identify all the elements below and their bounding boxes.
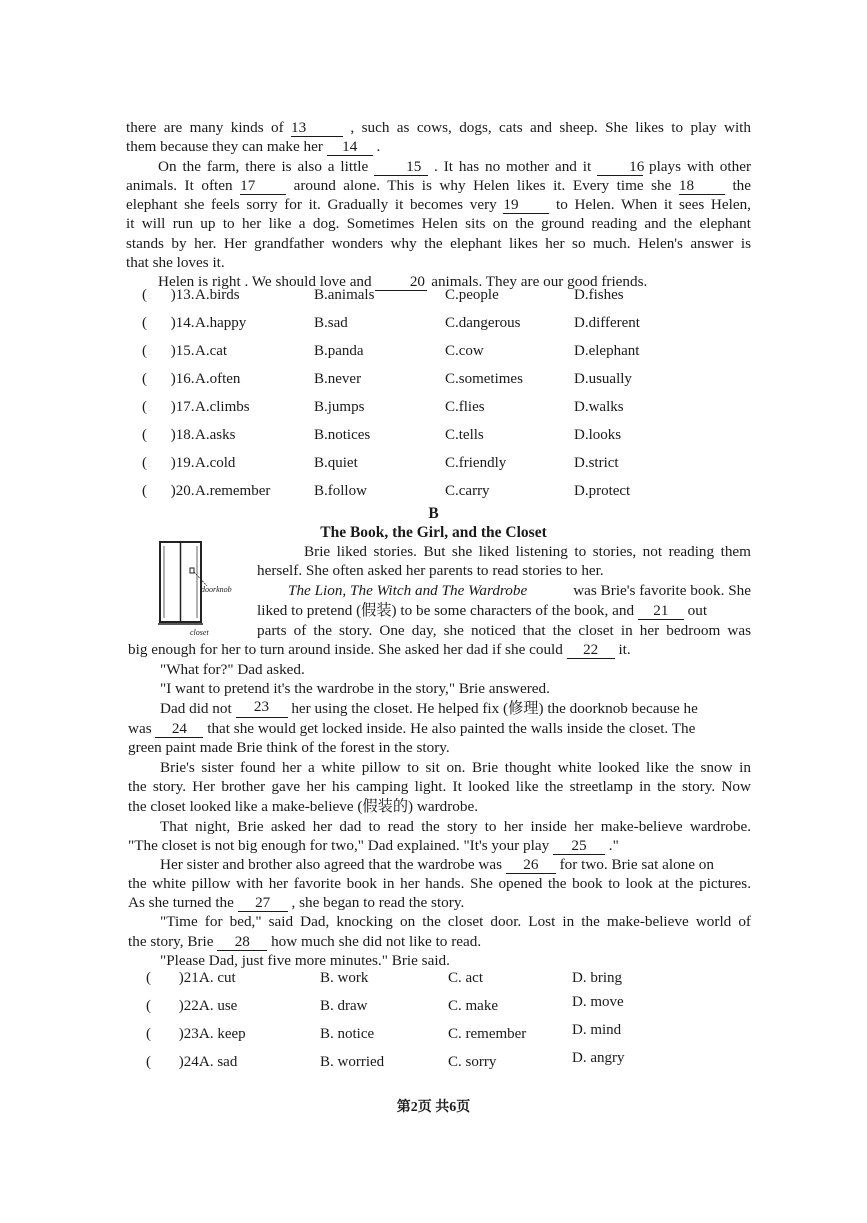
option-c[interactable]: C.tells <box>445 427 484 443</box>
passage-line <box>128 719 695 738</box>
passage-line <box>288 581 751 600</box>
option-c[interactable]: C.friendly <box>445 455 507 471</box>
question-number: ( )23. <box>146 1026 203 1042</box>
passage-text: how much she did not like to read. <box>267 933 482 950</box>
passage-line: them because they can make her 14 . <box>126 138 381 156</box>
passage-line: herself. She often asked her parents to read stories to her. <box>257 562 604 579</box>
option-a[interactable]: A. sad <box>199 1054 238 1070</box>
passage-line: parts of the story. One day, she noticed that the closet in her bedroom was <box>257 622 751 639</box>
option-a[interactable]: A.happy <box>195 315 247 331</box>
option-c[interactable]: C.cow <box>445 343 484 359</box>
option-c[interactable]: C.sometimes <box>445 371 523 387</box>
option-c[interactable]: C.carry <box>445 483 490 499</box>
blank-13: 13 <box>291 120 343 137</box>
doorknob-label: doorknob <box>201 585 232 594</box>
page-footer: 第2页 共6页 <box>396 1100 471 1115</box>
section-letter: B <box>428 505 439 522</box>
option-b[interactable]: B.animals <box>314 287 375 303</box>
passage-a <box>126 118 751 292</box>
passage-line: there are many kinds of 13 , such as cows, dogs, cats and sheep. She likes to play with <box>126 119 751 136</box>
option-d[interactable]: D.usually <box>574 371 632 387</box>
blank-20: 20 <box>375 274 427 291</box>
passage-line <box>257 601 707 620</box>
passage-line: animals. It often 17 around alone. This is why Helen likes it. Every time she 18 the <box>126 176 751 194</box>
blank-14: 14 <box>327 139 373 156</box>
passage-text: her using the closet. He helped fix (修理) the doorknob because he <box>287 700 698 717</box>
passage-text: big enough for her to turn around inside. She asked her dad if she could <box>128 641 567 658</box>
blank-23: 23 <box>236 699 288 718</box>
passage-line: it will run up to her like a dog. Sometimes Helen sits on the ground reading and the elephant <box>126 215 751 233</box>
option-b[interactable]: B.sad <box>314 315 348 331</box>
question-number: ( )18. <box>142 427 195 443</box>
blank-27: 27 <box>238 895 288 912</box>
passage-line <box>128 836 619 855</box>
question-number: ( )14. <box>142 315 195 331</box>
passage-line: elephant she feels sorry for it. Gradually it becomes very 19 to Helen. When it sees Helen, <box>126 196 751 214</box>
option-c[interactable]: C. make <box>448 998 498 1014</box>
option-b[interactable]: B.notices <box>314 427 371 443</box>
option-a[interactable]: A.cold <box>195 455 236 471</box>
passage-text: liked to pretend (假装) to be some characters of the book, and <box>257 602 638 619</box>
passage-line: stands by her. Her grandfather wonders why the elephant likes her so much. Helen's answer is <box>126 234 751 252</box>
passage-line <box>160 699 751 718</box>
option-b[interactable]: B. draw <box>320 998 368 1014</box>
passage-text: "The closet is not big enough for two," Dad explained. "It's your play <box>128 837 553 854</box>
option-a[interactable]: A.remember <box>195 483 271 499</box>
passage-line <box>160 855 714 874</box>
passage-line: "What for?" Dad asked. <box>160 661 305 678</box>
blank-28: 28 <box>217 934 267 951</box>
question-number: ( )21. <box>146 970 203 986</box>
option-d[interactable]: D.walks <box>574 399 624 415</box>
option-c[interactable]: C. remember <box>448 1026 527 1042</box>
option-a[interactable]: A.climbs <box>195 399 250 415</box>
question-number: ( )24. <box>146 1054 203 1070</box>
option-d[interactable]: D.protect <box>574 483 631 499</box>
blank-19: 19 <box>503 197 549 214</box>
option-d[interactable]: D. move <box>572 994 624 1010</box>
story-title: The Book, the Girl, and the Closet <box>320 524 547 541</box>
passage-text: Her sister and brother also agreed that the wardrobe was <box>160 856 506 873</box>
passage-text: As she turned the <box>128 894 238 911</box>
blank-25: 25 <box>553 838 605 855</box>
passage-line: That night, Brie asked her dad to read the story to her inside her make-believe wardrobe. <box>160 818 751 835</box>
option-b[interactable]: B.follow <box>314 483 367 499</box>
passage-line: green paint made Brie think of the forest in the story. <box>128 739 450 756</box>
passage-line: "Please Dad, just five more minutes." Brie said. <box>160 952 450 969</box>
passage-text: it. <box>614 641 631 658</box>
option-d[interactable]: D.strict <box>574 455 619 471</box>
passage-line: "I want to pretend it's the wardrobe in the story," Brie answered. <box>160 680 550 697</box>
option-d[interactable]: D. bring <box>572 970 622 986</box>
option-d[interactable]: D.looks <box>574 427 622 443</box>
option-d[interactable]: D.elephant <box>574 343 640 359</box>
option-c[interactable]: C.flies <box>445 399 485 415</box>
question-number: ( )19. <box>142 455 195 471</box>
closet-label: closet <box>190 628 209 637</box>
passage-line: that she loves it. <box>126 254 225 272</box>
passage-text: was Brie's favorite book. She <box>569 582 751 599</box>
passage-text: was <box>128 720 156 737</box>
passage-line: Brie liked stories. But she liked listening to stories, not reading them <box>304 543 751 560</box>
option-d[interactable]: D. mind <box>572 1022 622 1038</box>
blank-22: 22 <box>567 642 615 659</box>
option-c[interactable]: C. sorry <box>448 1054 497 1070</box>
option-c[interactable]: C.dangerous <box>445 315 521 331</box>
passage-line: "Time for bed," said Dad, knocking on the closet door. Lost in the make-believe world of <box>160 913 751 930</box>
option-b[interactable]: B. work <box>320 970 369 986</box>
option-c[interactable]: C.people <box>445 287 499 303</box>
option-a[interactable]: A.asks <box>195 427 236 443</box>
question-number: ( )22. <box>146 998 203 1014</box>
option-b[interactable]: B. worried <box>320 1054 385 1070</box>
passage-text: ." <box>604 837 619 854</box>
blank-15: 15 <box>374 159 428 176</box>
passage-text: the story, Brie <box>128 933 218 950</box>
option-a[interactable]: A. cut <box>199 970 236 986</box>
blank-18: 18 <box>679 178 725 195</box>
passage-line <box>128 640 631 659</box>
option-b[interactable]: B.quiet <box>314 455 358 471</box>
option-a[interactable]: A.cat <box>195 343 228 359</box>
passage-line: the white pillow with her favorite book in her hands. She opened the book to look at the pictures. <box>128 875 751 892</box>
blank-16: 16 <box>597 159 643 176</box>
closet-figure <box>155 538 250 640</box>
question-number: ( )15. <box>142 343 195 359</box>
blank-17: 17 <box>240 178 286 195</box>
passage-line: the story. Her brother gave her his camping light. It looked like the streetlamp in the story. Now <box>128 778 751 795</box>
question-number: ( )16. <box>142 371 195 387</box>
option-c[interactable]: C. act <box>448 970 483 986</box>
passage-line: the closet looked like a make-believe (假装的) wardrobe. <box>128 798 479 815</box>
option-b[interactable]: B.never <box>314 371 362 387</box>
passage-text: for two. Brie sat alone on <box>555 856 714 873</box>
passage-line: Brie's sister found her a white pillow to sit on. Brie thought white looked like the snow in <box>160 759 751 776</box>
blank-21: 21 <box>638 603 684 620</box>
passage-text: Dad did not <box>160 700 236 717</box>
passage-line <box>128 893 464 912</box>
question-number: ( )13. <box>142 287 195 303</box>
option-b[interactable]: B.panda <box>314 343 364 359</box>
option-a[interactable]: A. use <box>199 998 238 1014</box>
passage-line: On the farm, there is also a little 15 . It has no mother and it 16 plays with other <box>158 157 751 175</box>
book-title: The Lion, The Witch and The Wardrobe <box>288 582 528 599</box>
question-number: ( )20. <box>142 483 195 499</box>
passage-text: , she began to read the story. <box>287 894 465 911</box>
option-d[interactable]: D. angry <box>572 1050 625 1066</box>
option-a[interactable]: A.birds <box>195 287 240 303</box>
option-b[interactable]: B.jumps <box>314 399 365 415</box>
option-d[interactable]: D.fishes <box>574 287 624 303</box>
passage-line <box>128 932 481 951</box>
option-b[interactable]: B. notice <box>320 1026 375 1042</box>
blank-24: 24 <box>155 721 203 738</box>
passage-text: out <box>683 602 708 619</box>
passage-line: Helen is right . We should love and 20 animals. They are our good friends. <box>158 273 648 291</box>
option-d[interactable]: D.different <box>574 315 640 331</box>
passage-text: that she would get locked inside. He also painted the walls inside the closet. The <box>203 720 696 737</box>
blank-26: 26 <box>506 857 556 874</box>
option-a[interactable]: A. keep <box>199 1026 246 1042</box>
question-number: ( )17. <box>142 399 195 415</box>
option-a[interactable]: A.often <box>195 371 241 387</box>
